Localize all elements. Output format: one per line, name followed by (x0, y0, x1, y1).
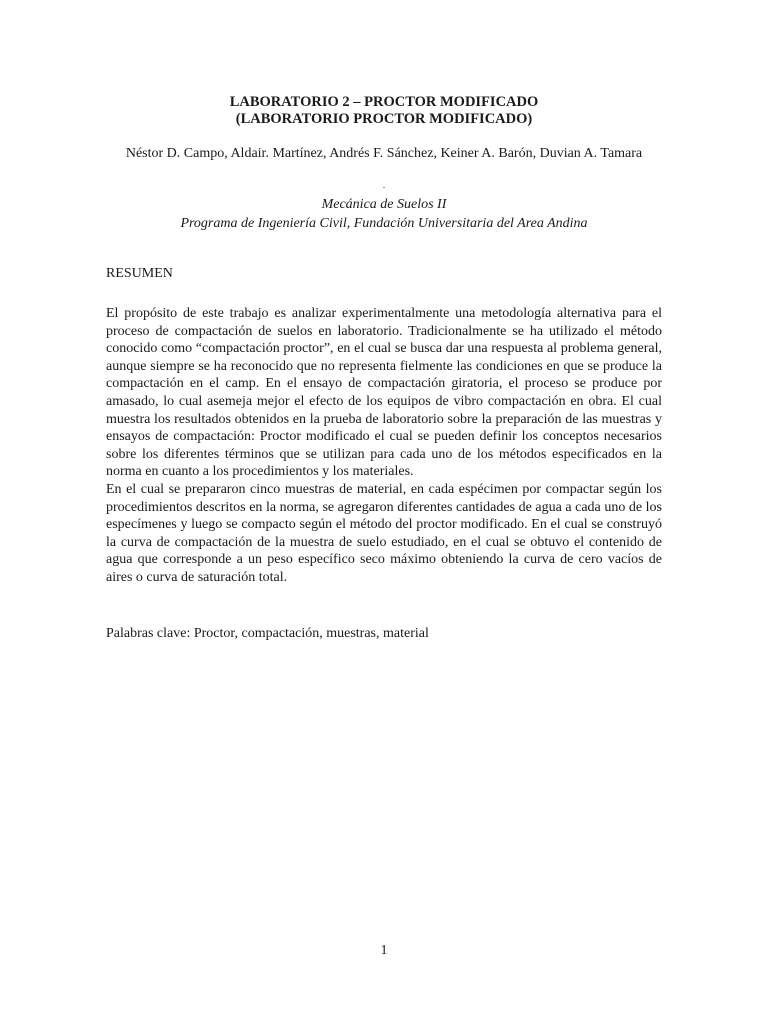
page-number: 1 (380, 943, 388, 958)
abstract-paragraph-1: El propósito de este trabajo es analizar experimentalmente una metodología alternativa para el proceso de compactación de suelos en laboratorio. Tradicionalmente se ha utilizado el método conocido como “compactación proctor”, en el cual se busca dar una respuesta al problema general, aunque siempre se ha reconocido que no representa fielmente las condiciones en que se produce la compactación en el camp. En el ensayo de compactación giratoria, el proceso se produce por amasado, lo cual asemeja mejor el efecto de los equipos de vibro compactación en obra. El cual muestra los resultados obtenidos en la prueba de laboratorio sobre la preparación de las muestras y ensayos de compactación: Proctor modificado el cual se pueden definir los conceptos necesarios sobre los diferentes términos que se utilizan para cada uno de los métodos especificados en la norma en cuanto a los procedimientos y los materiales. (106, 306, 662, 480)
abstract-body (106, 305, 662, 587)
separator-dot: . (382, 180, 386, 190)
program-affiliation: Programa de Ingeniería Civil, Fundación Universitaria del Area Andina (180, 216, 588, 231)
document-subtitle: (LABORATORIO PROCTOR MODIFICADO) (235, 111, 533, 127)
abstract-heading: RESUMEN (106, 266, 173, 281)
abstract-paragraph-2: En el cual se prepararon cinco muestras de material, en cada espécimen por compactar según los procedimientos descritos en la norma, se agregaron diferentes cantidades de agua a cada uno de los especímenes y luego se compacto según el método del proctor modificado. En el cual se construyó la curva de compactación de la muestra de suelo estudiado, en el cual se obtuvo el contenido de agua que corresponde a un peso específico seco máximo obteniendo la curva de cero vacíos de aires o curva de saturación total. (106, 481, 662, 585)
course-name: Mecánica de Suelos II (321, 197, 447, 212)
keywords-line: Palabras clave: Proctor, compactación, muestras, material (106, 626, 429, 641)
author-list: Néstor D. Campo, Aldair. Martínez, Andrés F. Sánchez, Keiner A. Barón, Duvian A. Tamara (125, 146, 643, 161)
document-title: LABORATORIO 2 – PROCTOR MODIFICADO (229, 94, 539, 110)
